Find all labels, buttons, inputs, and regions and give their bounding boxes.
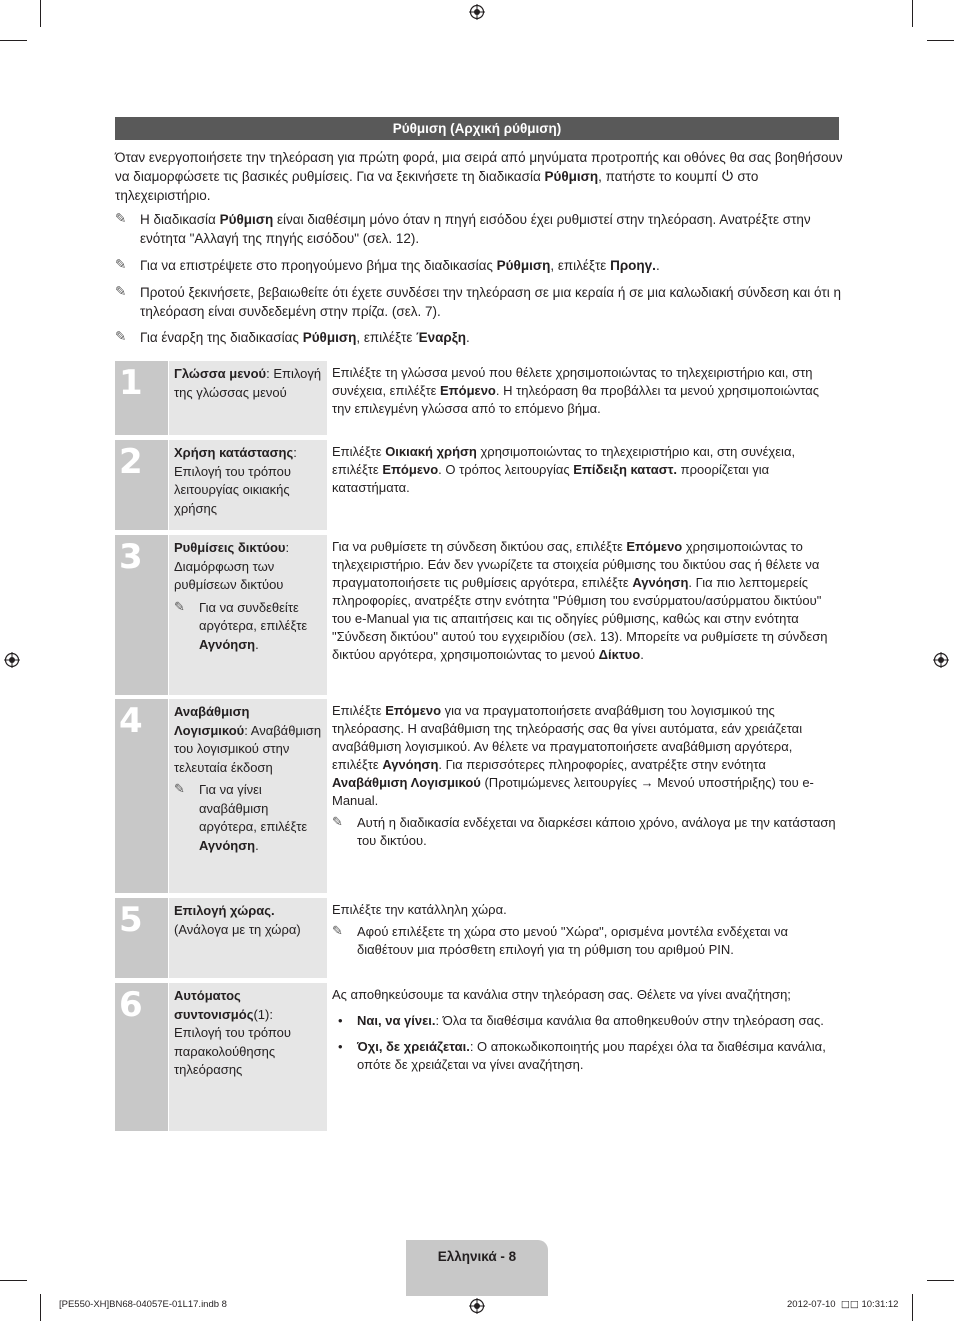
step-description: Επιλέξτε Οικιακή χρήση χρησιμοποιώντας το τηλεχειριστήριο και, στη συνέχεια, επιλέξτε Επόμενο. Ο τρόπος λειτουργίας Επίδειξη καταστ. προορίζεται για καταστήματα.	[332, 444, 796, 495]
step-label: Επιλογή χώρας. (Ανάλογα με τη χώρα)	[174, 903, 301, 937]
pencil-note-icon: ✎	[115, 257, 127, 273]
step-row	[115, 535, 839, 695]
note: ✎ Προτού ξεκινήσετε, βεβαιωθείτε ότι έχετε συνδέσει την τηλεόραση σε μια κεραία ή σε μια καλωδιακή σύνδεση και ότι η τηλεόραση είναι συνδεδεμένη στην πρίζα. (σελ. 7).	[115, 284, 841, 319]
registration-mark-icon	[469, 1298, 485, 1314]
crop-mark	[912, 0, 913, 27]
step-description: Επιλέξτε τη γλώσσα μενού που θέλετε χρησιμοποιώντας το τηλεχειριστήριο και, στη συνέχεια, επιλέξτε Επόμενο. Η τηλεόραση θα προβάλλει τα μενού χρησιμοποιώντας την επιλεγμένη γλώσσα από το επόμενο βήμα.	[332, 365, 819, 416]
pencil-note-icon: ✎	[332, 924, 343, 939]
registration-mark-icon	[933, 652, 949, 668]
crop-mark	[0, 1280, 27, 1281]
page-number-tab	[406, 1240, 548, 1296]
pencil-note-icon: ✎	[174, 782, 185, 797]
step-description: Ας αποθηκεύσουμε τα κανάλια στην τηλεόραση σας. Θέλετε να γίνει αναζήτηση; • Ναι, να γίνει.: Όλα τα διαθέσιμα κανάλια θα αποθηκευθούν στην τηλεόραση σας. • Όχι, δε χρειάζεται.: Ο αποκωδικοποιητής μου παρέχει όλα τα διαθέσιμα κανάλια, οπότε δε χρειάζεται να γίνει αναζήτηση.	[332, 983, 839, 1074]
registration-mark-icon	[4, 652, 20, 668]
note: ✎ Για να επιστρέψετε στο προηγούμενο βήμα της διαδικασίας Ρύθμιση, επιλέξτε Προηγ..	[115, 257, 660, 273]
step-label: Ρυθμίσεις δικτύου: Διαμόρφωση των ρυθμίσεων δικτύου ✎ Για να συνδεθείτε αργότερα, επιλέξτε Αγνόηση.	[169, 535, 327, 654]
step-description: Για να ρυθμίσετε τη σύνδεση δικτύου σας, επιλέξτε Επόμενο χρησιμοποιώντας το τηλεχειριστήριο. Εάν δεν γνωρίζετε τα στοιχεία ρύθμισης του δικτύου σας ή θέλετε να πραγματοποιήσετε τις ρυθμίσεις αργότερα, επιλέξτε Αγνόηση. Για πιο λεπτομερείς πληροφορίες, ανατρέξτε στην ενότητα "Ρύθμιση του ενσύρματου/ασύρματου δικτύου" του e-Manual για τις απαιτήσεις και τις οδηγίες ρύθμισης, καθώς και στην ενότητα "Σύνδεση δικτύου" αυτού του εγχειριδίου (σελ. 13). Μπορείτε να ρυθμίσετε τη σύνδεση δικτύου αργότερα, χρησιμοποιώντας το μενού Δίκτυο.	[332, 539, 828, 662]
step-number: 3	[119, 537, 143, 577]
crop-mark	[40, 1294, 41, 1321]
crop-mark	[0, 40, 27, 41]
crop-mark	[927, 40, 954, 41]
file-slug: [PE550-XH]BN68-04057E-01L17.indb 8	[59, 1299, 227, 1310]
step-row	[115, 699, 839, 893]
step-label: Αυτόματος συντονισμός(1): Επιλογή του τρόπου παρακολούθησης τηλεόρασης	[174, 988, 292, 1077]
note: ✎ Η διαδικασία Ρύθμιση είναι διαθέσιμη μόνο όταν η πηγή εισόδου έχει ρυθμιστεί στην τηλεόραση. Ανατρέξτε στην ενότητα "Αλλαγή της πηγής εισόδου" (σελ. 12).	[115, 211, 811, 246]
step-note: ✎ Αφού επιλέξετε τη χώρα στο μενού "Χώρα", ορισμένα μοντέλα ενδέχεται να διαθέτουν μια πρόσθετη επιλογή για τη ρύθμιση του αριθμού PIN.	[332, 924, 788, 957]
step-number: 6	[119, 985, 143, 1025]
section-heading: Ρύθμιση (Αρχική ρύθμιση)	[115, 117, 839, 140]
step-row	[115, 440, 839, 530]
list-item: • Όχι, δε χρειάζεται.: Ο αποκωδικοποιητής μου παρέχει όλα τα διαθέσιμα κανάλια, οπότε δε χρειάζεται να γίνει αναζήτηση.	[338, 1039, 826, 1072]
step-row	[115, 983, 839, 1131]
note: ✎ Για έναρξη της διαδικασίας Ρύθμιση, επιλέξτε Έναρξη.	[115, 329, 470, 345]
step-description: Επιλέξτε Επόμενο για να πραγματοποιήσετε αναβάθμιση του λογισμικού της τηλεόρασης. Η αναβάθμιση της τηλεόρασής σας θα γίνει αυτόματα, εάν χρειάζεται αναβάθμιση λογισμικού. Αν θέλετε να πραγματοποιήσετε αναβάθμιση αργότερα, επιλέξτε Αγνόηση. Για περισσότερες πληροφορίες, ανατρέξτε στην ενότητα Αναβάθμιση Λογισμικού (Προτιμώμενες λειτουργίες → Μενού υποστήριξης) του e-Manual. ✎ Αυτή η διαδικασία ενδέχεται να διαρκέσει κάποιο χρόνο, ανάλογα με την κατάσταση του δικτύου.	[332, 699, 839, 850]
step-label: Αναβάθμιση Λογισμικού: Αναβάθμιση του λογισμικού στην τελευταία έκδοση ✎ Για να γίνει αναβάθμιση αργότερα, επιλέξτε Αγνόηση.	[169, 699, 327, 855]
crop-mark	[912, 1294, 913, 1321]
step-label: Γλώσσα μενού: Επιλογή της γλώσσας μενού	[174, 366, 322, 400]
step-sub-note: ✎ Για να γίνει αναβάθμιση αργότερα, επιλέξτε Αγνόηση.	[174, 782, 308, 853]
crop-mark	[927, 1280, 954, 1281]
pencil-note-icon: ✎	[115, 329, 127, 345]
step-description: Επιλέξτε την κατάλληλη χώρα. ✎ Αφού επιλέξετε τη χώρα στο μενού "Χώρα", ορισμένα μοντέλα ενδέχεται να διαθέτουν μια πρόσθετη επιλογή για τη ρύθμιση του αριθμού PIN.	[332, 898, 839, 959]
intro-paragraph: Όταν ενεργοποιήσετε την τηλεόραση για πρώτη φορά, μια σειρά από μηνύματα προτροπής και οθόνες θα σας βοηθήσουν να διαμορφώσετε τις βασικές ρυθμίσεις. Για να ξεκινήσετε τη διαδικασία Ρύθμιση, πατήστε το κουμπί στο τηλεχειριστήριο.	[115, 150, 843, 203]
step-note: ✎ Αυτή η διαδικασία ενδέχεται να διαρκέσει κάποιο χρόνο, ανάλογα με την κατάσταση του δικτύου.	[332, 815, 836, 848]
step-number: 2	[119, 442, 143, 482]
step-number: 4	[119, 701, 143, 741]
pencil-note-icon: ✎	[174, 599, 185, 615]
step-label: Χρήση κατάστασης: Επιλογή του τρόπου λειτουργίας οικιακής χρήσης	[174, 445, 297, 516]
step-number: 1	[119, 363, 143, 403]
pencil-note-icon: ✎	[115, 211, 127, 227]
list-item: • Ναι, να γίνει.: Όλα τα διαθέσιμα κανάλια θα αποθηκευθούν στην τηλεόραση σας.	[338, 1013, 824, 1028]
registration-mark-icon	[469, 4, 485, 20]
step-row	[115, 898, 839, 978]
power-icon	[721, 169, 734, 182]
pencil-note-icon: ✎	[115, 284, 127, 300]
step-sub-note: ✎ Για να συνδεθείτε αργότερα, επιλέξτε Αγνόηση.	[174, 599, 308, 652]
step-row	[115, 361, 839, 435]
pencil-note-icon: ✎	[332, 815, 343, 830]
step-number: 5	[119, 900, 143, 940]
print-date: 2012-07-10 □□ 10:31:12	[787, 1299, 899, 1310]
crop-mark	[40, 0, 41, 27]
page-label: Ελληνικά - 8	[437, 1249, 517, 1264]
